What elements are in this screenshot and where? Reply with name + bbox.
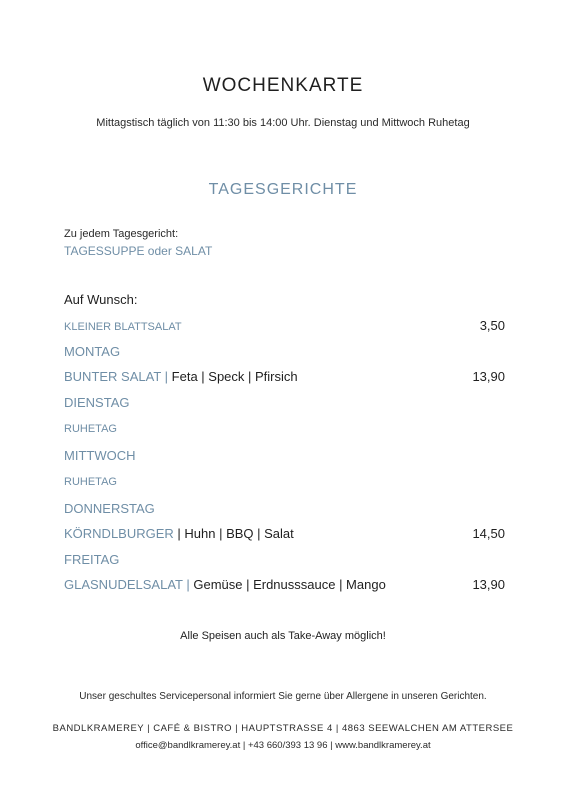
day-heading-wednesday (64, 442, 505, 469)
day-label: FREITAG (64, 552, 120, 567)
dish-name (64, 522, 294, 546)
dish-price: 13,90 (472, 369, 505, 384)
allergen-note: Unser geschultes Servicepersonal informiert Sie gerne über Allergene in unseren Gerichten. (79, 691, 487, 702)
extra-item (64, 314, 505, 338)
day-heading-monday (64, 338, 505, 365)
dish-row-friday (64, 573, 505, 597)
footer-address: BANDLKRAMEREY | CAFÉ & BISTRO | HAUPTSTRASSE 4 | 4863 SEEWALCHEN AM ATTERSEE (52, 723, 514, 734)
dish-title: KÖRNDLBURGER (64, 526, 174, 541)
dish-details: Feta | Speck | Pfirsich (168, 369, 298, 384)
menu-list (64, 292, 505, 597)
dish-name (64, 573, 386, 597)
dish-title: BUNTER SALAT | (64, 369, 169, 384)
intro-label: Zu jedem Tagesgericht: (64, 228, 179, 240)
extra-item-price: 3,50 (479, 318, 505, 333)
day-heading-friday (64, 546, 505, 573)
section-title: TAGESGERICHTE (208, 181, 358, 198)
rest-day-wednesday (64, 469, 505, 495)
takeaway-note: Alle Speisen auch als Take-Away möglich! (180, 630, 386, 642)
dish-details: | Huhn | BBQ | Salat (173, 526, 294, 541)
rest-label: RUHETAG (64, 476, 117, 488)
page-title: WOCHENKARTE (202, 75, 364, 96)
dish-row-thursday (64, 522, 505, 546)
day-label: DONNERSTAG (64, 501, 155, 516)
extra-item-name: KLEINER BLATTSALAT (64, 321, 182, 333)
wish-label: Auf Wunsch: (64, 292, 138, 307)
dish-name (64, 365, 298, 389)
intro-value: TAGESSUPPE oder SALAT (64, 244, 213, 258)
dish-details: Gemüse | Erdnusssauce | Mango (189, 577, 386, 592)
dish-row-monday (64, 365, 505, 389)
opening-hours: Mittagstisch täglich von 11:30 bis 14:00 Uhr. Dienstag und Mittwoch Ruhetag (96, 117, 470, 129)
dish-price: 14,50 (472, 526, 505, 541)
day-label: MONTAG (64, 344, 121, 359)
footer-contact: office@bandlkramerey.at | +43 660/393 13 96 | www.bandlkramerey.at (135, 740, 431, 751)
dish-title: GLASNUDELSALAT | (64, 577, 190, 592)
dish-price: 13,90 (472, 577, 505, 592)
day-label: DIENSTAG (64, 395, 130, 410)
rest-day-tuesday (64, 416, 505, 442)
rest-label: RUHETAG (64, 423, 117, 435)
day-heading-tuesday (64, 389, 505, 416)
day-heading-thursday (64, 495, 505, 522)
day-label: MITTWOCH (64, 448, 136, 463)
